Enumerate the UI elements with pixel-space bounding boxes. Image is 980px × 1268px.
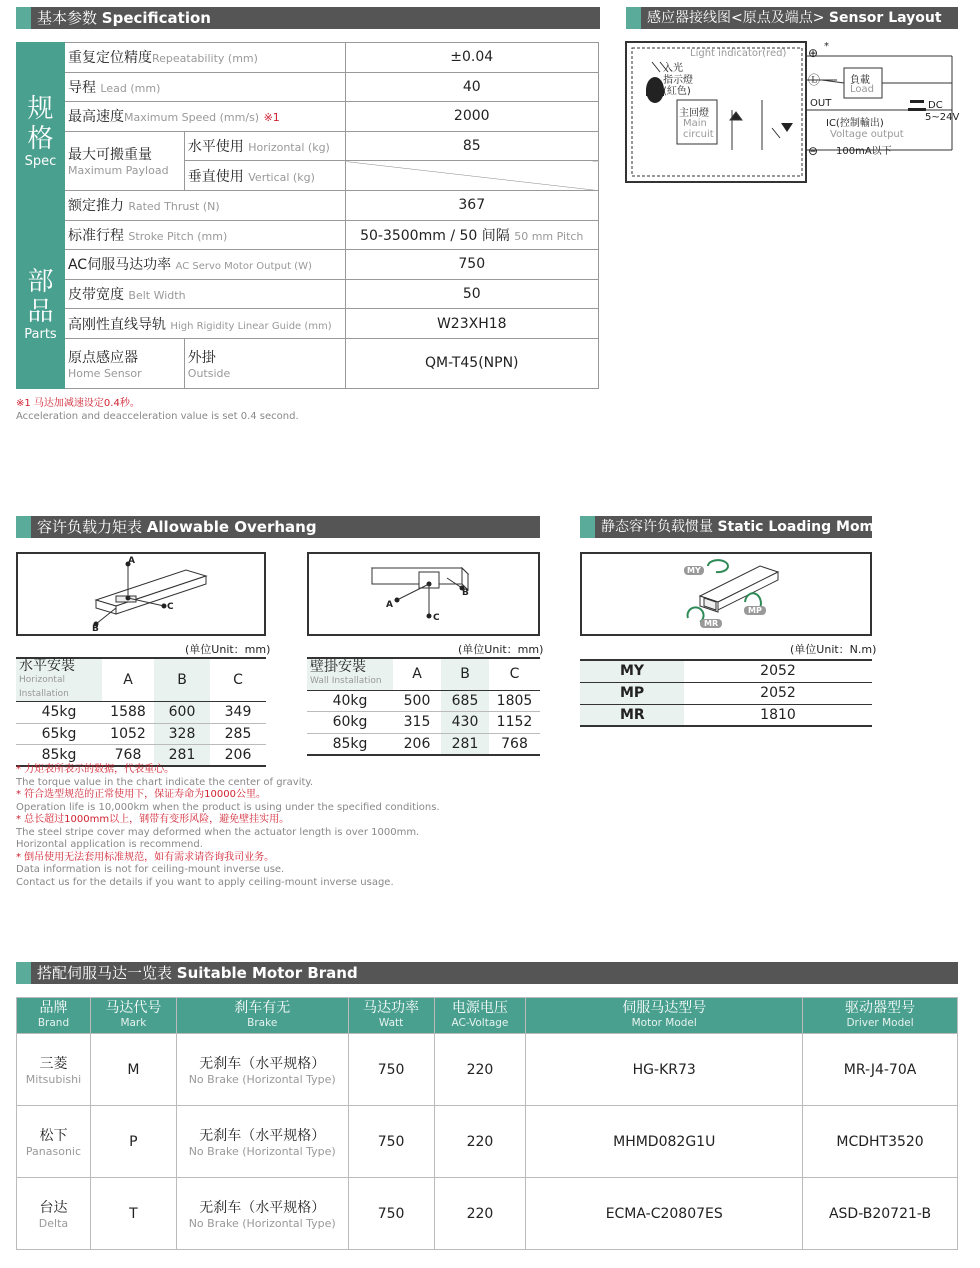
- spec-row: [17, 72, 599, 102]
- note-line: * 符合选型规范的正常使用下，保证寿命为10000公里。: [16, 789, 266, 800]
- spec-row: [17, 131, 599, 161]
- cell: 685: [441, 690, 489, 712]
- ic-label: IC(控制輸出): [826, 118, 884, 129]
- spec-label: 额定推力 Rated Thrust (N): [64, 190, 345, 220]
- light-en: Light indicator(red): [690, 48, 787, 59]
- spec-value: 367: [345, 190, 599, 220]
- brake-cell: 无刹车（水平规格） No Brake (Horizontal Type): [176, 1106, 348, 1178]
- spec-title-bar: [16, 7, 600, 29]
- brand-cell: 松下 Panasonic: [17, 1106, 91, 1178]
- load-en: Load: [850, 84, 874, 95]
- header-brake: 刹车有无 Brake: [176, 998, 348, 1034]
- cell: 768: [114, 747, 142, 763]
- light-cn3: (紅色): [663, 86, 691, 97]
- note-line: Horizontal application is recommend.: [16, 839, 203, 850]
- note-line: * 总长超过1000mm以上，钢带有变形风险，避免壁挂实用。: [16, 814, 290, 825]
- table-row: [307, 690, 540, 712]
- cell: 1588: [110, 704, 146, 721]
- spec-sublabel: 水平使用 Horizontal (kg): [184, 131, 345, 161]
- cell: 1805: [496, 692, 533, 709]
- horizontal-table: [16, 657, 266, 767]
- star-mark: *: [824, 41, 829, 52]
- cell: 206: [403, 735, 431, 752]
- dc-label: DC: [928, 100, 943, 111]
- cell: 1810: [760, 706, 796, 723]
- motor-table: [16, 997, 958, 1250]
- note-line: The steel stripe cover may deformed when the actuator length is over 1000mm.: [16, 826, 420, 838]
- motor-title-en: Suitable Motor Brand: [176, 964, 358, 982]
- spec-group-label: [17, 43, 65, 221]
- mark-cell: P: [90, 1106, 176, 1178]
- cell: 40kg: [332, 692, 368, 709]
- static-title-en: Static Loading Moment: [717, 519, 901, 535]
- spec-note-en: Acceleration and deacceleration value is set 0.4 second.: [16, 410, 299, 422]
- spec-title-cn: 基本参数: [37, 9, 98, 27]
- spec-value: ±0.04: [345, 43, 599, 73]
- accent-block: [16, 516, 31, 538]
- l-terminal: Ⓛ: [808, 73, 821, 87]
- spec-group-label: [17, 220, 65, 388]
- label-mp: MP: [748, 606, 762, 615]
- col-c: C: [210, 658, 266, 702]
- spec-label: 导程 Lead (mm): [64, 72, 345, 102]
- volt-cell: 220: [434, 1106, 526, 1178]
- cell: 768: [501, 735, 528, 752]
- cell: MP: [580, 682, 684, 704]
- group2-en: Parts: [24, 326, 57, 342]
- spec-label: 最高速度Maximum Speed (mm/s) ※1: [64, 102, 345, 132]
- table-row: [17, 1034, 958, 1106]
- motor-cell: ECMA-C20807ES: [526, 1178, 803, 1250]
- light-cn2: 指示燈: [663, 75, 693, 86]
- cell: 2052: [760, 663, 796, 680]
- table-row: [17, 1178, 958, 1250]
- table-header-row: [307, 658, 540, 690]
- volt-cell: 220: [434, 1034, 526, 1106]
- wall-diagram: [307, 552, 540, 636]
- mark-cell: T: [90, 1178, 176, 1250]
- group2-cn: 部品: [27, 266, 54, 327]
- h-label-c: C: [167, 602, 174, 612]
- cell: 281: [154, 745, 210, 767]
- header-motor-model: 伺服马达型号 Motor Model: [526, 998, 803, 1034]
- sensor-title-bar: [626, 7, 958, 29]
- spec-row: [17, 43, 599, 73]
- spec-label: 重复定位精度Repeatability (mm): [64, 43, 345, 73]
- spec-sublabel: 垂直使用 Vertical (kg): [184, 161, 345, 191]
- note-line: Contact us for the details if you want to apply ceiling-mount inverse usage.: [16, 876, 394, 888]
- driver-cell: ASD-B20721-B: [803, 1178, 958, 1250]
- spec-row: [17, 102, 599, 132]
- w-label-a: A: [386, 600, 393, 610]
- cell: 328: [154, 723, 210, 745]
- spec-sublabel: 外掛 Outside: [184, 338, 345, 388]
- mark-cell: M: [90, 1034, 176, 1106]
- overhang-title-cn: 容许负载力矩表: [37, 518, 143, 536]
- overhang-notes: [16, 764, 440, 889]
- col-b: B: [460, 666, 470, 683]
- brake-cell: 无刹车（水平规格） No Brake (Horizontal Type): [176, 1178, 348, 1250]
- spec-value: W23XH18: [345, 309, 599, 339]
- accent-block: [580, 516, 595, 538]
- group1-en: Spec: [24, 153, 57, 169]
- sensor-title-cn: 感应器接线图<原点及端点>: [647, 10, 825, 26]
- accent-block: [16, 962, 31, 984]
- main-en2: circuit: [683, 129, 714, 140]
- spec-value: 50: [345, 279, 599, 309]
- spec-value: 2000: [345, 102, 599, 132]
- spec-row: [17, 190, 599, 220]
- cell: MY: [580, 660, 684, 682]
- header-mark: 马达代号 Mark: [90, 998, 176, 1034]
- driver-cell: MCDHT3520: [803, 1106, 958, 1178]
- overhang-title-en: Allowable Overhang: [146, 518, 317, 536]
- header-voltage: 电源电压 AC-Voltage: [434, 998, 526, 1034]
- note-line: * 倒吊使用无法套用标准规范，如有需求请咨询我司业务。: [16, 851, 275, 863]
- cell: 430: [441, 712, 489, 734]
- table-row: [16, 745, 266, 767]
- wall-head: 壁掛安裝 Wall Installation: [310, 659, 382, 687]
- motor-title-cn: 搭配伺服马达一览表: [37, 964, 173, 982]
- header-driver-model: 驱动器型号 Driver Model: [803, 998, 958, 1034]
- dc-volt-label: 5~24V: [925, 112, 960, 123]
- driver-cell: MR-J4-70A: [803, 1034, 958, 1106]
- spec-label: 原点感应器 Home Sensor: [64, 338, 184, 388]
- table-header-row: [16, 658, 266, 702]
- brand-cell: 三菱 Mitsubishi: [17, 1034, 91, 1106]
- motor-cell: HG-KR73: [526, 1034, 803, 1106]
- note-line: Operation life is 10,000km when the product is using under the specified conditions.: [16, 801, 440, 813]
- h-label-b: B: [92, 624, 99, 634]
- header-watt: 马达功率 Watt: [348, 998, 434, 1034]
- cell: 206: [224, 747, 252, 763]
- table-row: [580, 682, 872, 704]
- cell: 500: [403, 692, 431, 709]
- table-row: [580, 704, 872, 726]
- spec-row: [17, 250, 599, 280]
- watt-cell: 750: [348, 1178, 434, 1250]
- spec-label: 高刚性直线导轨 High Rigidity Linear Guide (mm): [64, 309, 345, 339]
- cell: 349: [224, 704, 252, 721]
- table-header-row: [17, 998, 958, 1034]
- cell: 315: [403, 714, 431, 731]
- ma-label: 100mA以下: [836, 146, 892, 157]
- spec-row: [17, 309, 599, 339]
- spec-title-en: Specification: [101, 9, 211, 27]
- header-brand: 品牌 Brand: [17, 998, 91, 1034]
- spec-note-cn: ※1 马达加减速设定0.4秒。: [16, 398, 140, 409]
- cell: 1052: [110, 725, 146, 742]
- light-cn1: 入光: [663, 63, 683, 74]
- brake-cell: 无刹车（水平规格） No Brake (Horizontal Type): [176, 1034, 348, 1106]
- static-table: [580, 659, 872, 727]
- spec-value: 50-3500mm / 50 间隔 50 mm Pitch: [345, 220, 599, 250]
- spec-value: 750: [345, 250, 599, 280]
- spec-row: [17, 338, 599, 388]
- group1-cn: 规格: [27, 93, 54, 154]
- cell: 45kg: [41, 704, 77, 721]
- col-c: C: [489, 658, 540, 690]
- spec-value: 85: [345, 131, 599, 161]
- cell: 85kg: [332, 735, 368, 752]
- motor-cell: MHMD082G1U: [526, 1106, 803, 1178]
- cell: 60kg: [332, 714, 368, 731]
- table-row: [307, 733, 540, 755]
- horizontal-head: 水平安裝 Horizontal Installation: [19, 658, 75, 699]
- cell: 600: [154, 702, 210, 724]
- table-row: [16, 702, 266, 724]
- static-diagram: [580, 552, 872, 636]
- sensor-labels: [622, 40, 972, 190]
- horizontal-diagram: [16, 552, 266, 636]
- w-label-c: C: [433, 613, 440, 623]
- main-en1: Main: [683, 118, 707, 129]
- spec-value: QM-T45(NPN): [345, 338, 599, 388]
- cell: 65kg: [41, 725, 77, 742]
- watt-cell: 750: [348, 1106, 434, 1178]
- cell: 281: [441, 733, 489, 755]
- static-title-bar: [580, 516, 901, 538]
- static-title-cn: 静态容许负载惯量: [601, 519, 713, 535]
- cell: 1152: [496, 714, 533, 731]
- spec-label: 最大可搬重量 Maximum Payload: [64, 131, 184, 190]
- col-a: A: [102, 658, 154, 702]
- main-cn: 主回燈: [679, 108, 709, 119]
- cell: 85kg: [41, 747, 77, 763]
- spec-value-empty: [345, 161, 599, 191]
- h-label-a: A: [128, 556, 135, 566]
- plus-terminal: ⊕: [808, 46, 819, 60]
- load-cn: 負載: [850, 75, 870, 86]
- spec-note: [16, 398, 299, 423]
- sensor-title-en: Sensor Layout: [828, 10, 942, 26]
- col-a: A: [393, 658, 441, 690]
- spec-row: [17, 220, 599, 250]
- spec-row: [17, 279, 599, 309]
- spec-label: 皮带宽度 Belt Width: [64, 279, 345, 309]
- unit-wall: (单位Unit：mm): [458, 643, 544, 656]
- spec-label: 标准行程 Stroke Pitch (mm): [64, 220, 345, 250]
- accent-block: [626, 7, 641, 29]
- wall-table: [307, 657, 540, 756]
- cell: 285: [224, 725, 252, 742]
- cell: MR: [580, 704, 684, 726]
- unit-horizontal: (单位Unit：mm): [185, 643, 271, 656]
- minus-terminal: ⊖: [808, 144, 819, 158]
- w-label-b: B: [462, 588, 469, 598]
- note-line: The torque value in the chart indicate the center of gravity.: [16, 776, 314, 788]
- spec-label: AC伺服马达功率 AC Servo Motor Output (W): [64, 250, 345, 280]
- brand-cell: 台达 Delta: [17, 1178, 91, 1250]
- note-line: * 力矩表所表示的数据，代表重心。: [16, 764, 175, 775]
- unit-static: (单位Unit：N.m): [790, 643, 877, 656]
- motor-title-bar: [16, 962, 958, 984]
- table-row: [17, 1106, 958, 1178]
- cell: 2052: [760, 685, 796, 701]
- col-b: B: [177, 672, 187, 688]
- spec-value: 40: [345, 72, 599, 102]
- out-label: OUT: [810, 98, 832, 109]
- accent-block: [16, 7, 31, 29]
- volt-cell: 220: [434, 1178, 526, 1250]
- watt-cell: 750: [348, 1034, 434, 1106]
- spec-table: [16, 42, 599, 389]
- overhang-title-bar: [16, 516, 540, 538]
- table-row: [16, 723, 266, 745]
- table-row: [307, 712, 540, 734]
- voltage-label: Voltage output: [830, 129, 904, 140]
- label-mr: MR: [704, 619, 719, 628]
- table-row: [580, 660, 872, 682]
- label-my: MY: [687, 566, 701, 575]
- note-line: Data information is not for ceiling-mount inverse use.: [16, 864, 285, 875]
